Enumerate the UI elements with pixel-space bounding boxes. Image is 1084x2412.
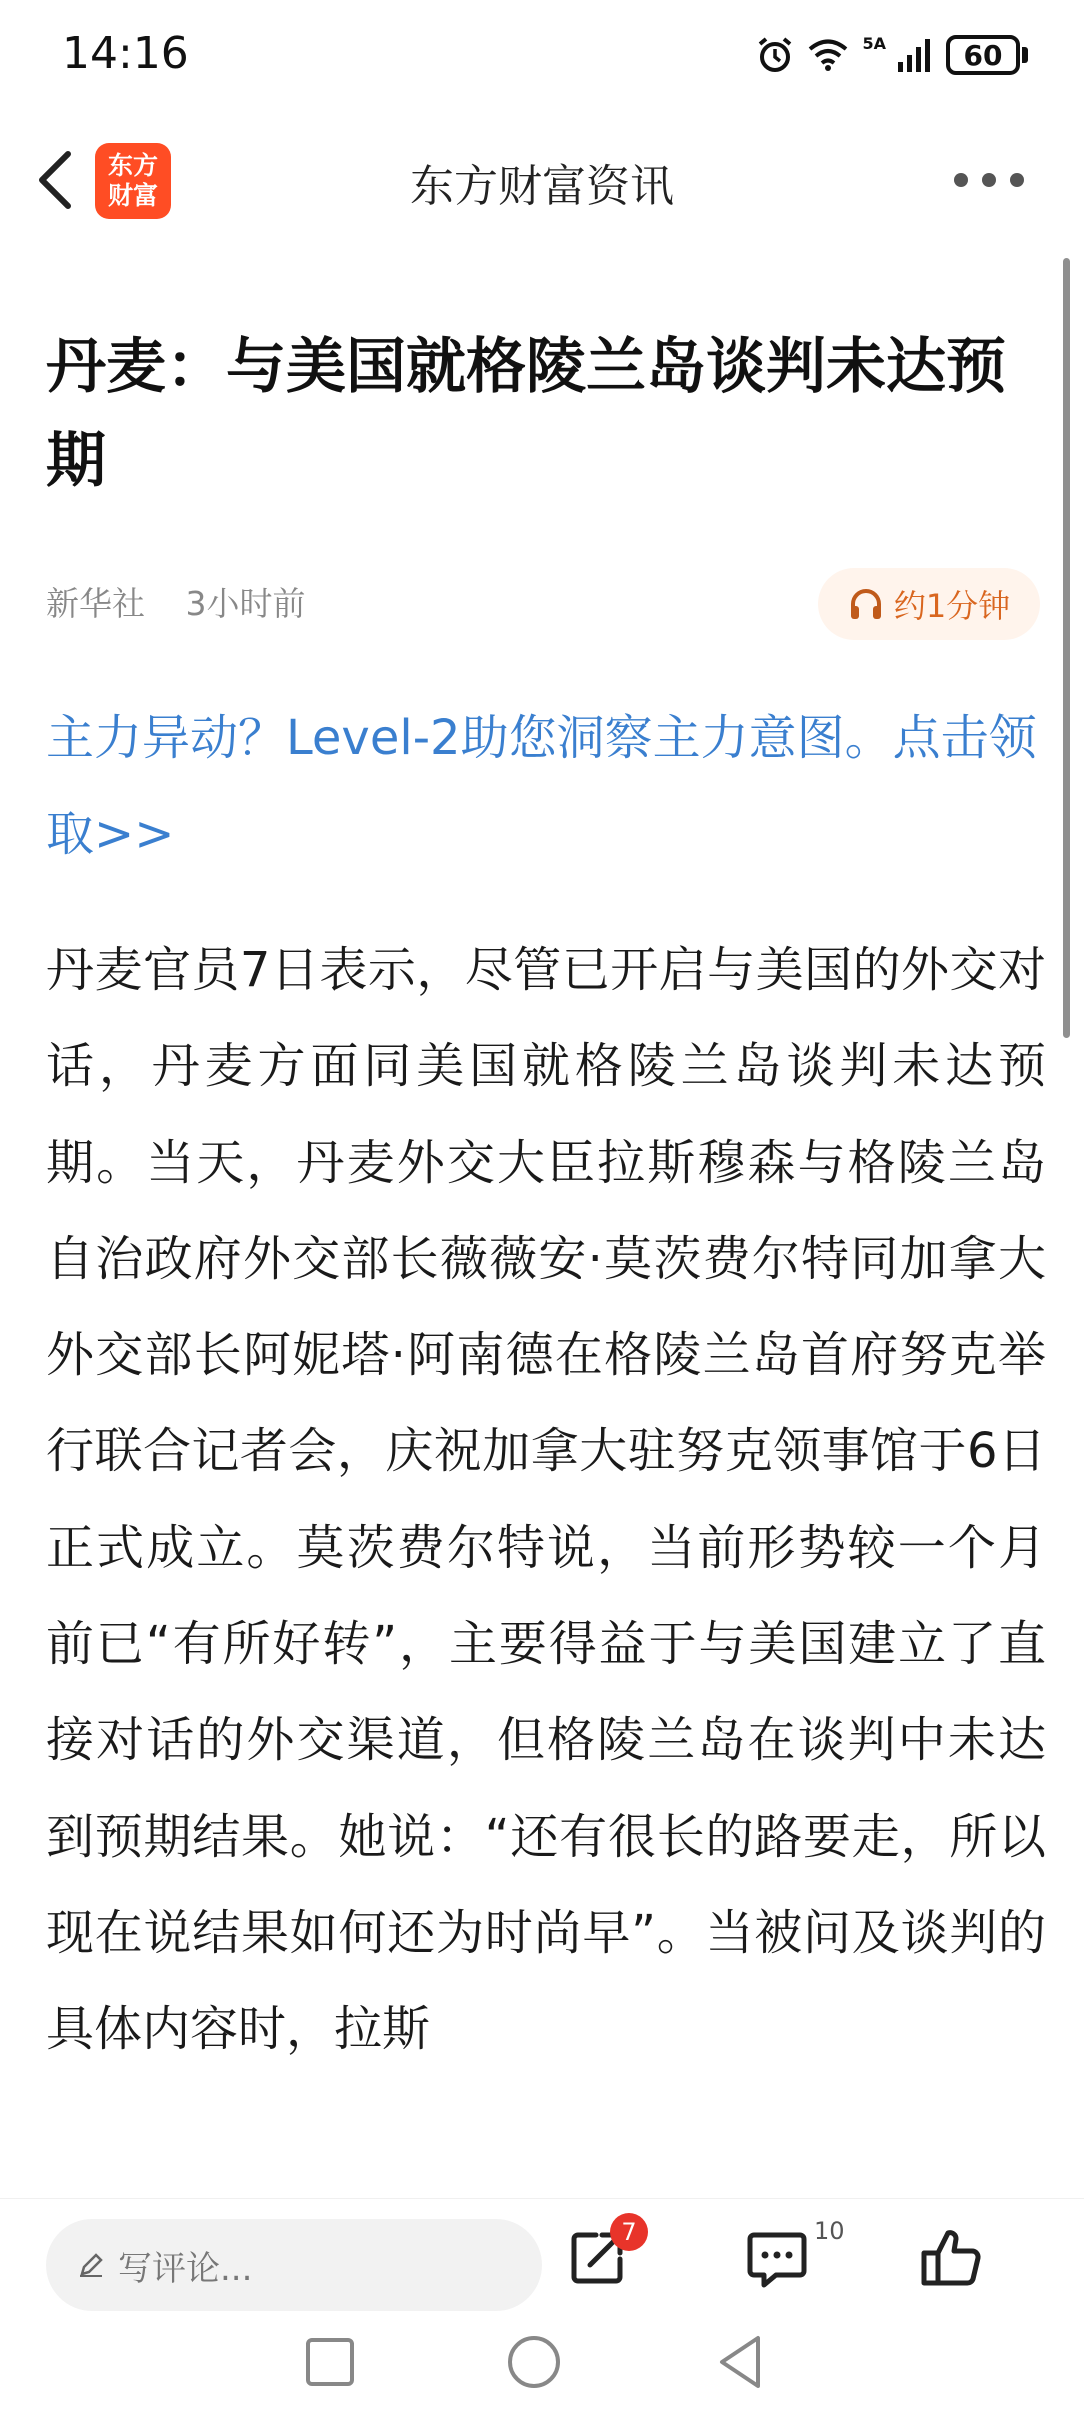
article-body: 丹麦官员7日表示，尽管已开启与美国的外交对话，丹麦方面同美国就格陵兰岛谈判未达预期。当天，丹麦外交大臣拉斯穆森与格陵兰岛自治政府外交部长薇薇安·莫茨费尔特同加拿大外交部长阿妮塔·阿南德在格陵兰岛首府努克举行联合记者会，庆祝加拿大驻努克领事馆于6日正式成立。莫茨费尔特说，当前形势较一个月前已“有所好转”，主要得益于与美国建立了直接对话的外交渠道，但格陵兰岛在谈判中未达到预期结果。她说：“还有很长的路要走，所以现在说结果如何还为时尚早”。当被问及谈判的具体内容时，拉斯 — [46, 942, 1046, 2058]
battery-icon — [946, 35, 1028, 75]
wifi-icon — [808, 38, 848, 72]
bottom-action-bar — [0, 2198, 1084, 2309]
signal-icon — [896, 38, 932, 72]
scrollbar[interactable] — [1063, 258, 1070, 1038]
share-badge: 7 — [610, 2213, 648, 2251]
back-nav-button[interactable] — [712, 2332, 772, 2392]
comment-placeholder: 写评论... — [118, 2248, 253, 2289]
listen-label: 约1分钟 — [893, 587, 1011, 625]
headphones-icon — [848, 586, 884, 622]
comment-input[interactable] — [46, 2219, 542, 2311]
status-time: 14:16 — [62, 28, 189, 79]
promo-link[interactable]: 主力异动？Level-2助您洞察主力意图。点击领取>> — [46, 710, 1037, 862]
article-meta — [46, 578, 306, 625]
home-button[interactable] — [504, 2332, 564, 2392]
listen-button[interactable] — [818, 568, 1040, 640]
dot-icon — [982, 173, 996, 187]
square-icon — [300, 2332, 360, 2392]
pencil-icon — [78, 2252, 104, 2278]
alarm-icon — [756, 36, 794, 74]
article-time: 3小时前 — [185, 584, 306, 623]
comment-count: 10 — [814, 2217, 845, 2245]
logo-line2: 财富 — [107, 181, 158, 210]
battery-tip — [1022, 47, 1028, 63]
system-nav-bar — [0, 2310, 1084, 2412]
dot-icon — [1010, 173, 1024, 187]
triangle-back-icon — [712, 2332, 772, 2392]
dot-icon — [954, 173, 968, 187]
comment-icon — [746, 2227, 808, 2289]
battery-level: 60 — [946, 35, 1020, 75]
status-bar — [0, 0, 1084, 110]
like-button[interactable] — [920, 2227, 990, 2297]
article-title: 丹麦：与美国就格陵兰岛谈判未达预期 — [46, 332, 1006, 496]
share-button[interactable] — [568, 2218, 638, 2297]
article-source[interactable]: 新华社 — [46, 584, 145, 623]
status-icons — [756, 30, 1028, 80]
page-title: 东方财富资讯 — [410, 161, 674, 212]
app-header — [0, 120, 1084, 240]
circle-icon — [504, 2332, 564, 2392]
logo-line1: 东方 — [107, 151, 158, 180]
signal-label: 5A — [862, 33, 886, 53]
thumbs-up-icon — [920, 2227, 982, 2289]
more-options-button[interactable] — [954, 165, 1034, 195]
recents-button[interactable] — [300, 2332, 360, 2392]
comments-button[interactable] — [746, 2217, 845, 2297]
